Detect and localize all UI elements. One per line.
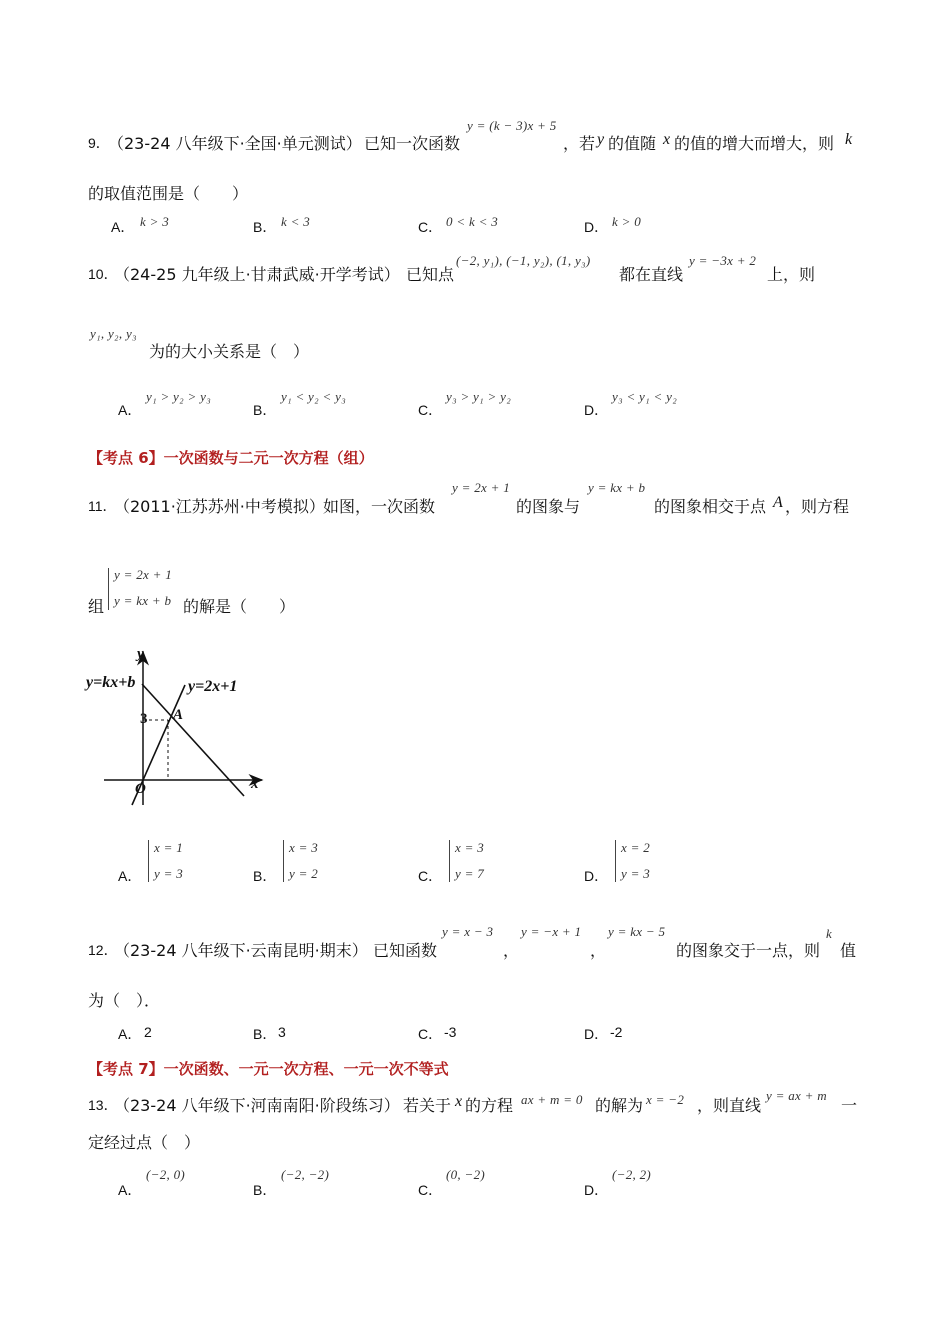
option-d-value: (−2, 2) xyxy=(612,1167,652,1182)
variable-x: x xyxy=(663,131,671,148)
question-text: 的方程 xyxy=(465,1096,514,1115)
question-source: （24-25 九年级上·甘肃武威·开学考试） xyxy=(114,265,400,284)
question-text: 的图象与 xyxy=(516,497,581,516)
option-c-value: y₃ > y₁ > y₂ xyxy=(446,389,512,404)
line-formula: y = −3x + 2 xyxy=(689,253,757,268)
y-axis-label: y xyxy=(137,646,144,662)
option-d-label[interactable]: D． xyxy=(584,219,609,235)
section-heading: 【考点 7】一次函数、一元一次方程、一元一次不等式 xyxy=(88,1060,449,1078)
question-text: ， xyxy=(503,941,520,960)
option-d-value: -2 xyxy=(610,1024,623,1040)
question-text: 已知一次函数 xyxy=(364,134,461,153)
option-d-label[interactable]: D． xyxy=(584,1182,609,1198)
option-b-value: y₁ < y₂ < y₃ xyxy=(281,389,347,404)
option-a-value: 2 xyxy=(144,1024,152,1040)
option-d-label[interactable]: D． xyxy=(584,868,609,884)
option-a-label[interactable]: A． xyxy=(118,1026,142,1042)
option-a-value: y₁ > y₂ > y₃ xyxy=(146,389,212,404)
option-c-label[interactable]: C． xyxy=(418,1182,443,1198)
option-b-label[interactable]: B． xyxy=(253,868,277,884)
vars: y₁, y₂, y₃ xyxy=(90,326,137,341)
question-text: ，则方程 xyxy=(785,497,850,516)
option-b-line2: y = 2 xyxy=(289,866,319,881)
tick-label-3: 3 xyxy=(140,711,148,727)
question-text: 的解为 xyxy=(595,1096,644,1115)
option-a-label[interactable]: A． xyxy=(118,1182,142,1198)
option-b-label[interactable]: B． xyxy=(253,402,277,418)
option-c-value: -3 xyxy=(444,1024,457,1040)
option-a-line2: y = 3 xyxy=(154,866,184,881)
solution: x = −2 xyxy=(646,1092,685,1107)
question-source: （2011·江苏苏州·中考模拟） xyxy=(114,497,325,516)
points: (−2, y₁), (−1, y₂), (1, y₃) xyxy=(456,253,591,268)
variable-x: x xyxy=(455,1093,463,1110)
option-d-label[interactable]: D． xyxy=(584,1026,609,1042)
question-text: ， xyxy=(590,941,607,960)
question-text: ，则直线 xyxy=(697,1096,762,1115)
option-b-value: 3 xyxy=(278,1024,286,1040)
line-kx-plus-b xyxy=(142,684,244,796)
formula: y = x − 3 xyxy=(442,924,494,939)
formula: y = 2x + 1 xyxy=(452,480,511,495)
option-d-line1: x = 2 xyxy=(621,840,651,855)
formula: y = kx − 5 xyxy=(608,924,666,939)
question-text: 已知点 xyxy=(406,265,455,284)
option-a-line1: x = 1 xyxy=(154,840,184,855)
option-b-value: k < 3 xyxy=(281,214,311,229)
question-text: 的图象相交于点 xyxy=(654,497,767,516)
origin-label: O xyxy=(135,781,146,797)
question-text-line2: 的取值范围是（ ） xyxy=(88,184,249,203)
option-c-value: (0, −2) xyxy=(446,1167,486,1182)
system-line-2: y = kx + b xyxy=(114,593,172,608)
option-d-label[interactable]: D． xyxy=(584,402,609,418)
question-text: 上，则 xyxy=(767,265,816,284)
line-formula: y = ax + m xyxy=(766,1088,827,1103)
option-d-value: k > 0 xyxy=(612,214,642,229)
brace-icon xyxy=(283,840,284,882)
option-d-line2: y = 3 xyxy=(621,866,651,881)
question-source: （23-24 八年级下·全国·单元测试） xyxy=(108,134,362,153)
variable-k: k xyxy=(826,926,833,941)
question-text: 的图象交于一点，则 xyxy=(676,941,821,960)
variable-y: y xyxy=(597,131,605,148)
question-number: 13． xyxy=(88,1097,118,1113)
question-source: （23-24 八年级下·河南南阳·阶段练习） xyxy=(114,1096,400,1115)
option-c-label[interactable]: C． xyxy=(418,402,443,418)
variable-k: k xyxy=(845,131,853,148)
option-c-label[interactable]: C． xyxy=(418,868,443,884)
question-text: 一 xyxy=(841,1096,858,1115)
brace-icon xyxy=(148,840,149,882)
equation: ax + m = 0 xyxy=(521,1092,583,1107)
option-d-value: y₃ < y₁ < y₂ xyxy=(612,389,678,404)
option-a-value: (−2, 0) xyxy=(146,1167,186,1182)
question-text: 值 xyxy=(840,941,857,960)
question-text-line2: 为（ ）． xyxy=(88,991,161,1010)
option-b-line1: x = 3 xyxy=(289,840,319,855)
line-label-2x: y=2x+1 xyxy=(188,678,238,695)
formula: y = (k − 3)x + 5 xyxy=(467,118,557,133)
question-text: 若关于 xyxy=(403,1096,452,1115)
question-text: 都在直线 xyxy=(619,265,684,284)
section-heading: 【考点 6】一次函数与二元一次方程（组） xyxy=(88,449,374,467)
option-b-label[interactable]: B． xyxy=(253,1026,277,1042)
brace-icon xyxy=(615,840,616,882)
question-text: 如图，一次函数 xyxy=(323,497,436,516)
system-line-1: y = 2x + 1 xyxy=(114,567,173,582)
function-graph xyxy=(84,640,274,810)
option-a-label[interactable]: A． xyxy=(111,219,135,235)
question-text-line2: 为的大小关系是（ ） xyxy=(149,342,310,361)
brace-icon xyxy=(449,840,450,882)
option-c-value: 0 < k < 3 xyxy=(446,214,499,229)
brace-icon xyxy=(108,568,109,610)
question-number: 10． xyxy=(88,266,118,282)
question-source: （23-24 八年级下·云南昆明·期末） xyxy=(114,941,368,960)
question-text: ，若 xyxy=(563,134,596,153)
point-a-label: A xyxy=(173,707,184,723)
formula: y = −x + 1 xyxy=(521,924,582,939)
option-c-label[interactable]: C． xyxy=(418,1026,443,1042)
question-number: 9． xyxy=(88,135,110,151)
x-axis-label: x xyxy=(251,776,259,792)
option-c-line2: y = 7 xyxy=(455,866,485,881)
line-label-kx: y=kx+b xyxy=(86,674,136,691)
question-text: 的解是（ ） xyxy=(183,597,296,616)
option-b-value: (−2, −2) xyxy=(281,1167,330,1182)
formula: y = kx + b xyxy=(588,480,646,495)
question-text: 的值随 xyxy=(608,134,657,153)
option-c-line1: x = 3 xyxy=(455,840,485,855)
option-a-label[interactable]: A． xyxy=(118,868,142,884)
option-a-label[interactable]: A． xyxy=(118,402,142,418)
question-text: 组 xyxy=(88,597,105,616)
question-text: 已知函数 xyxy=(373,941,438,960)
option-c-label[interactable]: C． xyxy=(418,219,443,235)
question-text-line2: 定经过点（ ） xyxy=(88,1133,201,1152)
question-number: 11． xyxy=(88,498,117,514)
question-text: 的值的增大而增大，则 xyxy=(674,134,835,153)
option-a-value: k > 3 xyxy=(140,214,170,229)
point-label: A xyxy=(773,494,783,511)
option-b-label[interactable]: B． xyxy=(253,1182,277,1198)
option-b-label[interactable]: B． xyxy=(253,219,277,235)
question-number: 12． xyxy=(88,942,118,958)
